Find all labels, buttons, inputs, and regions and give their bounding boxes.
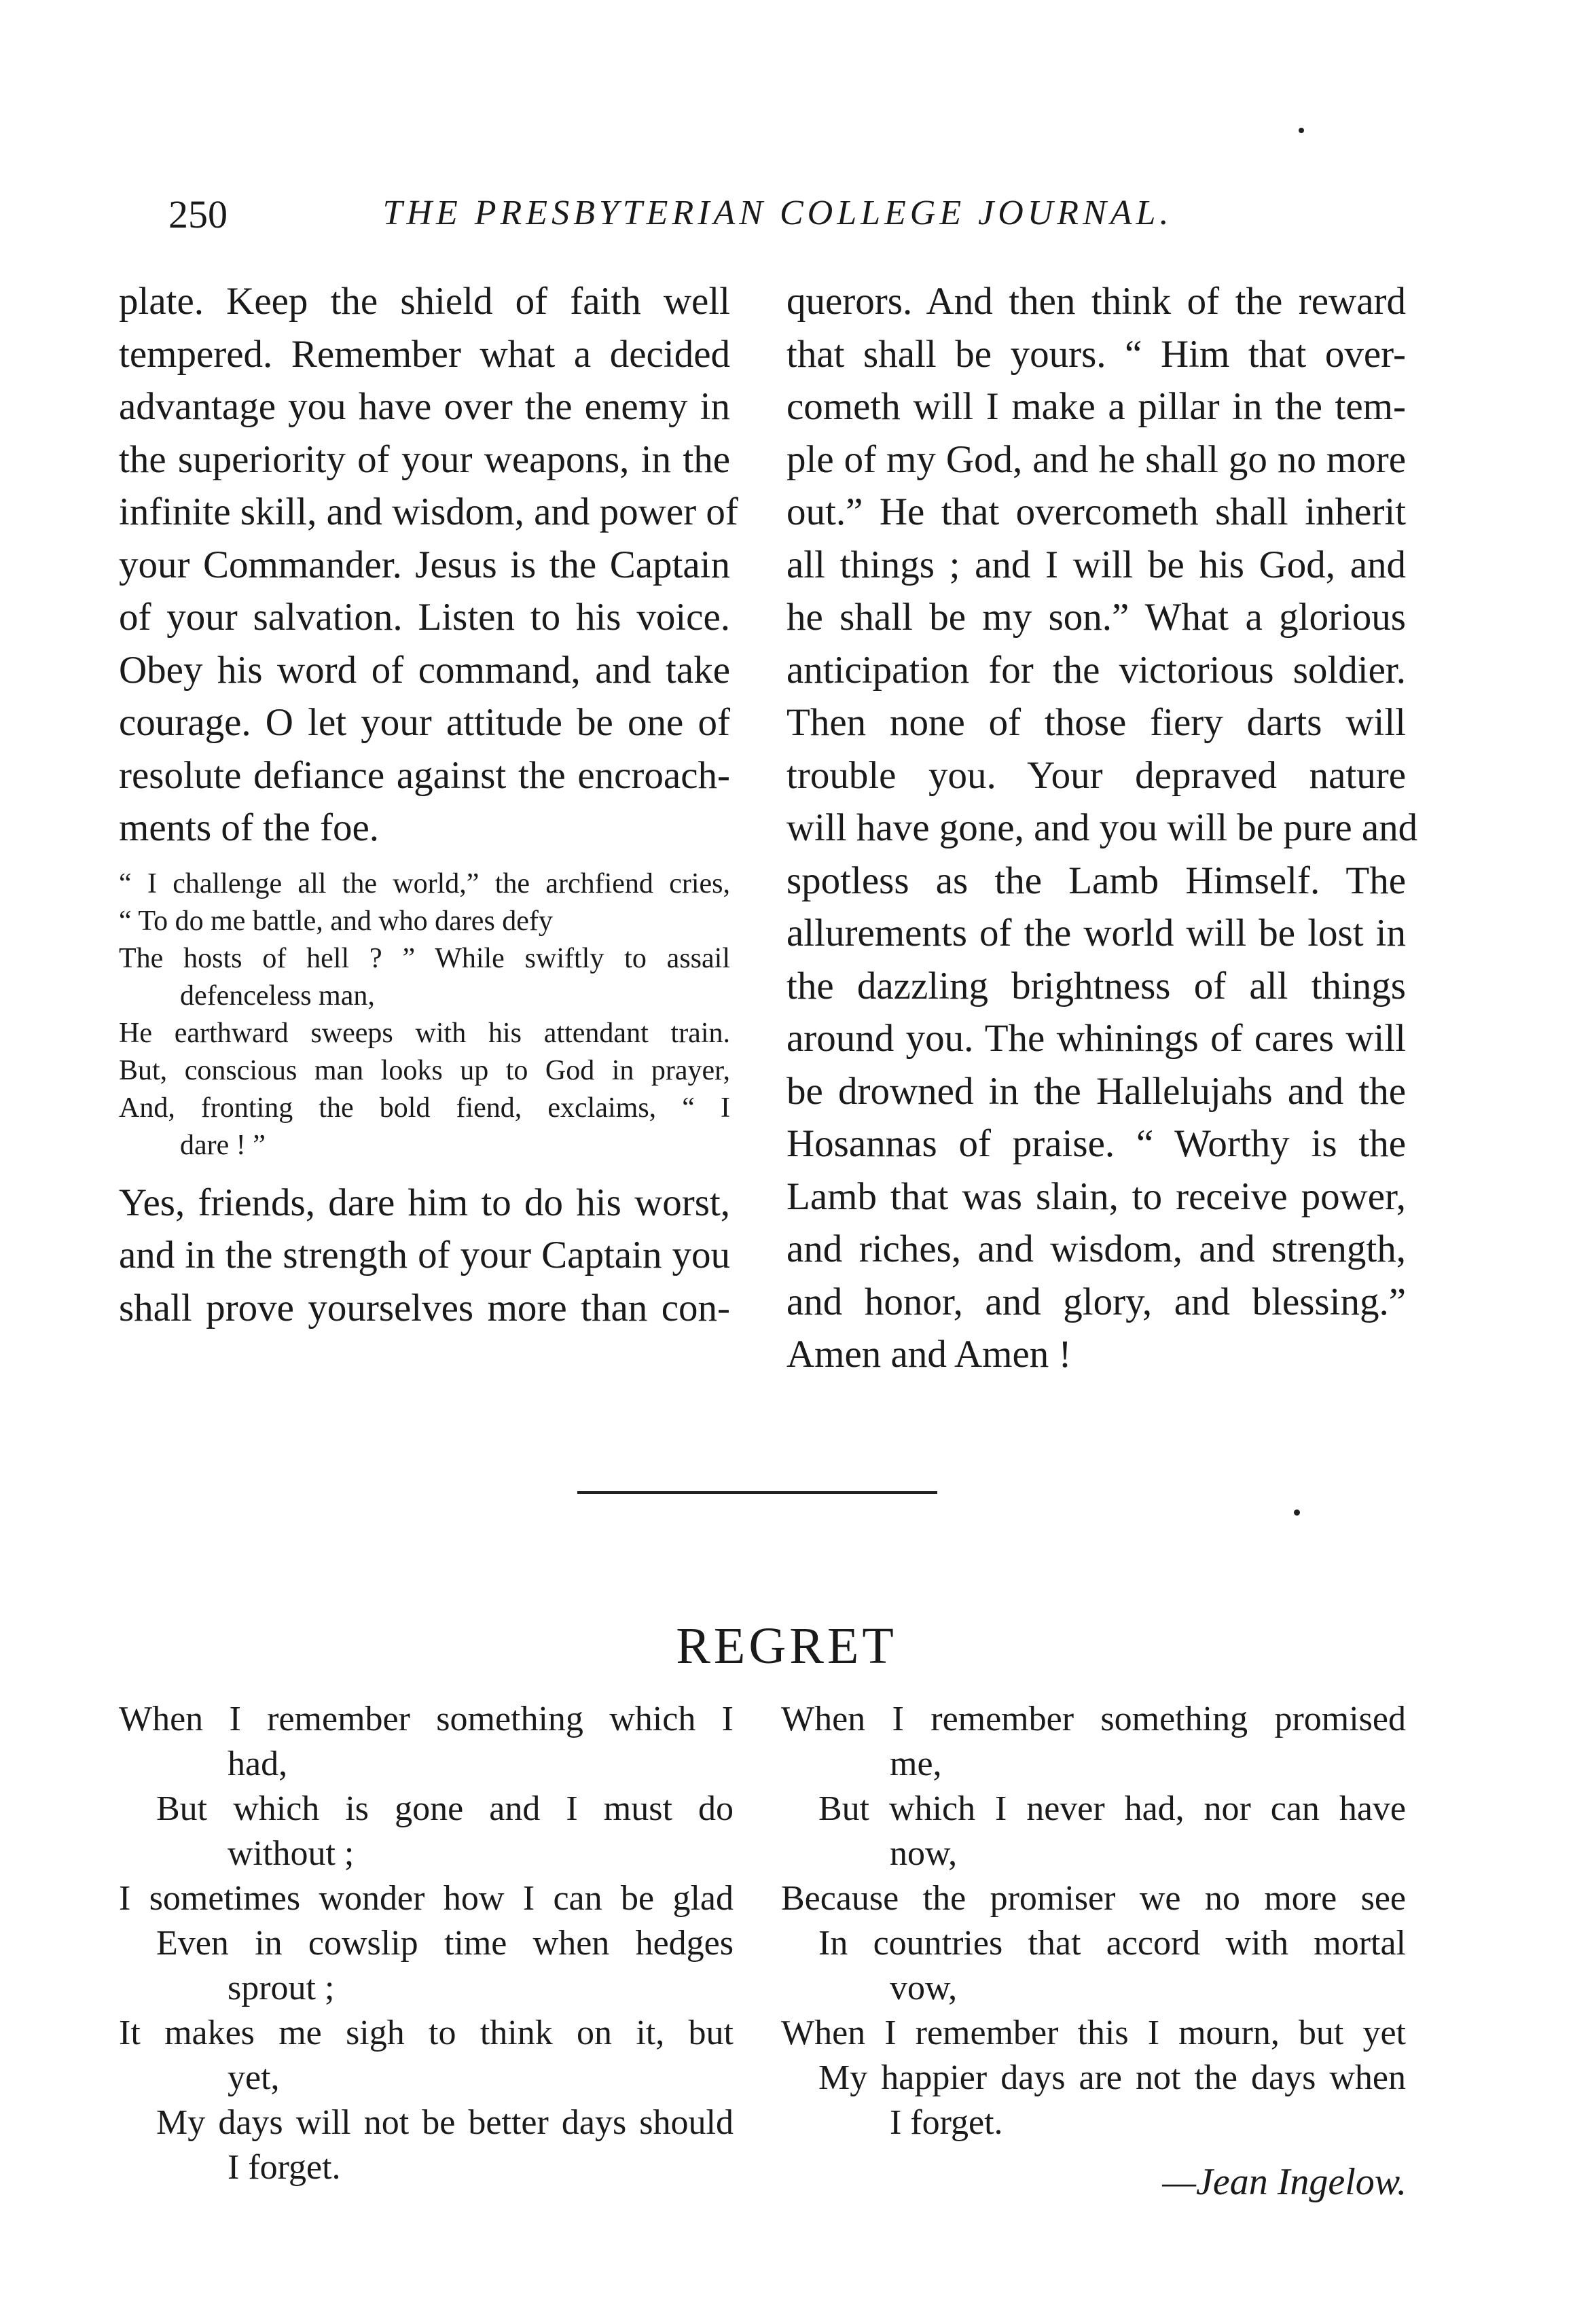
poem-line: I forget. (890, 2103, 1003, 2142)
text-line: of your salvation. Listen to his voice. (119, 596, 730, 639)
text-line: the dazzling brightness of all things (786, 964, 1406, 1007)
text-line: will have gone, and you will be pure and (786, 806, 1418, 849)
poem-line: sprout ; (228, 1969, 335, 2007)
poem-line: But which is gone and I must do (156, 1789, 734, 1828)
text-line: infinite skill, and wisdom, and power of (119, 490, 738, 533)
text-line: shall prove yourselves more than con- (119, 1286, 730, 1329)
article-left-column (119, 275, 738, 1334)
text-line: advantage you have over the enemy in (119, 385, 730, 428)
text-line: cometh will I make a pillar in the tem- (786, 385, 1406, 428)
text-line: trouble you. Your depraved nature (786, 753, 1406, 797)
text-line: and in the strength of your Captain you (119, 1234, 730, 1276)
poem-line: had, (228, 1745, 288, 1783)
poem-line: now, (890, 1834, 958, 1873)
poem-line: But which I never had, nor can have (818, 1789, 1406, 1828)
text-line: Obey his word of command, and take (119, 648, 730, 692)
text-line: he shall be my son.” What a glorious (786, 596, 1406, 639)
poem-stanza-left (119, 1697, 734, 2190)
text-line: the superiority of your weapons, in the (119, 437, 730, 481)
text-line: out.” He that overcometh shall inherit (786, 490, 1406, 533)
text-line: courage. O let your attitude be one of (119, 701, 730, 744)
text-line: resolute defiance against the encroach- (119, 753, 730, 797)
page-number: 250 (168, 192, 228, 236)
text-line: that shall be yours. “ Him that over- (786, 332, 1406, 376)
poem-line: When I remember something which I (119, 1700, 734, 1738)
text-line: and honor, and glory, and blessing.” (786, 1280, 1406, 1323)
running-head: THE PRESBYTERIAN COLLEGE JOURNAL. (382, 194, 1173, 232)
text-line: Amen and Amen ! (786, 1333, 1072, 1376)
text-line: plate. Keep the shield of faith well (119, 280, 730, 323)
poem-line: When I remember this I mourn, but yet (781, 2014, 1406, 2052)
text-line: your Commander. Jesus is the Captain (119, 543, 730, 586)
text-line: Then none of those fiery darts will (786, 701, 1406, 744)
text-line: Hosannas of praise. “ Worthy is the (786, 1122, 1406, 1165)
section-divider (577, 1491, 937, 1494)
text-line: ple of my God, and he shall go no more (786, 437, 1406, 481)
verse-line: defenceless man, (180, 980, 375, 1012)
text-line: Yes, friends, dare him to do his worst, (119, 1181, 730, 1224)
poem-line: My happier days are not the days when (818, 2058, 1406, 2097)
text-line: spotless as the Lamb Himself. The (786, 859, 1406, 902)
poem-line: My days will not be better days should (156, 2103, 734, 2142)
poem-line: It makes me sigh to think on it, but (119, 2014, 734, 2052)
poem-title: REGRET (676, 1617, 897, 1675)
poem-line: In countries that accord with mortal (818, 1924, 1406, 1963)
poem-line: I sometimes wonder how I can be glad (119, 1879, 734, 1918)
poem-line: Even in cowslip time when hedges (156, 1924, 734, 1963)
poem-line: When I remember something promised (781, 1700, 1406, 1738)
poem-line: me, (890, 1745, 942, 1783)
poem-line: yet, (228, 2058, 280, 2097)
verse-line: dare ! ” (180, 1129, 266, 1161)
poem-line: without ; (228, 1834, 355, 1873)
poem-line: I forget. (228, 2148, 341, 2187)
text-line: allurements of the world will be lost in (786, 912, 1406, 954)
text-line: querors. And then think of the reward (786, 280, 1406, 323)
verse-line: But, conscious man looks up to God in prayer, (119, 1054, 730, 1086)
text-line: anticipation for the victorious soldier. (786, 648, 1406, 692)
speck-mark (1294, 1509, 1300, 1516)
verse-line: He earthward sweeps with his attendant train. (119, 1017, 730, 1049)
verse-line: “ I challenge all the world,” the archfiend cries, (119, 868, 730, 899)
article-right-column (786, 275, 1418, 1381)
speck-mark (1299, 128, 1304, 133)
text-line: ments of the foe. (119, 806, 380, 849)
poem-line: vow, (890, 1969, 958, 2007)
verse-line: And, fronting the bold fiend, exclaims, “ I (119, 1092, 730, 1124)
poem-attribution: —Jean Ingelow. (1162, 2161, 1407, 2203)
verse-line: “ To do me battle, and who dares defy (119, 905, 553, 937)
text-line: all things ; and I will be his God, and (786, 543, 1406, 586)
verse-line: The hosts of hell ? ” While swiftly to assail (119, 942, 730, 974)
verse-quote (119, 865, 730, 1164)
text-line: and riches, and wisdom, and strength, (786, 1228, 1406, 1270)
text-line: tempered. Remember what a decided (119, 332, 730, 376)
text-line: Lamb that was slain, to receive power, (786, 1175, 1406, 1218)
text-line: be drowned in the Hallelujahs and the (786, 1069, 1406, 1113)
text-line: around you. The whinings of cares will (786, 1017, 1406, 1060)
poem-stanza-right (781, 1697, 1406, 2145)
poem-line: Because the promiser we no more see (781, 1879, 1406, 1918)
